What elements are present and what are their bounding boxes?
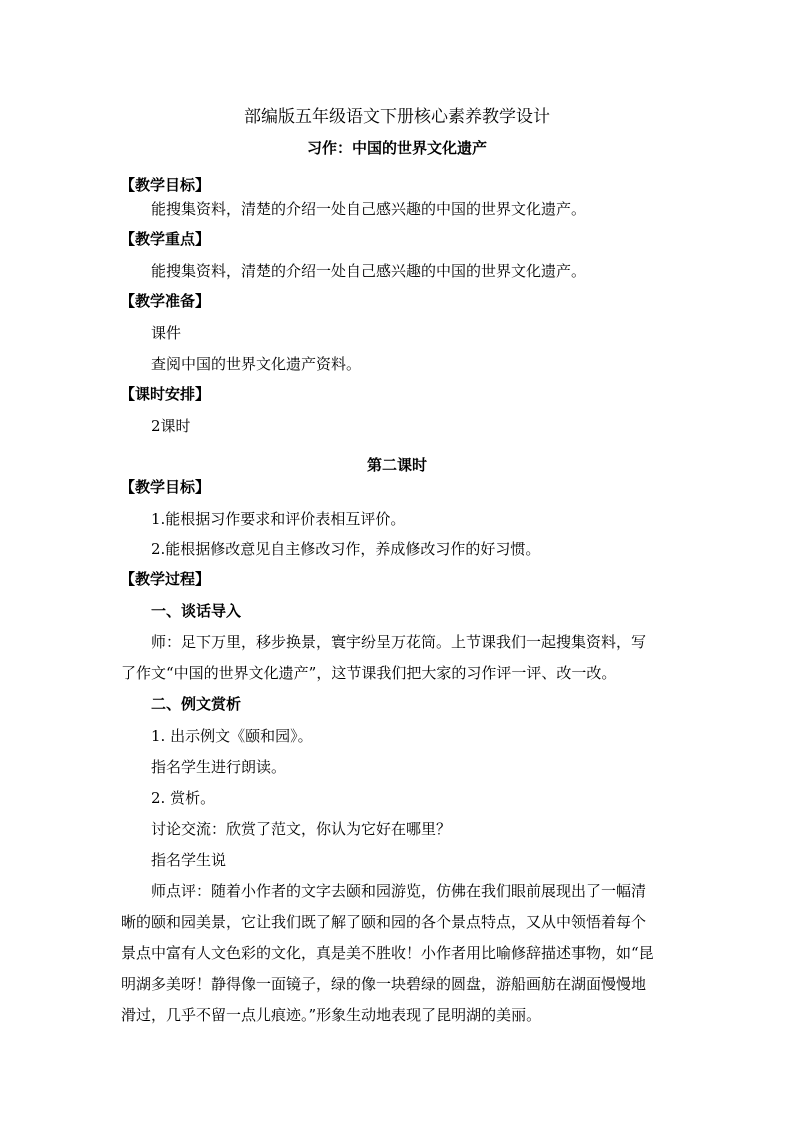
paragraph-line: 了作文“中国的世界文化遗产”，这节课我们把大家的习作评一评、改一改。 <box>121 664 617 682</box>
paragraph-line: 晰的颐和园美景，它让我们既了解了颐和园的各个景点特点，又从中领悟着每个 <box>121 913 647 931</box>
process-part-title: 一、谈话导入 <box>151 602 242 620</box>
schedule-text: 2课时 <box>151 417 191 435</box>
lesson-objective-item: 2.能根据修改意见自主修改习作，养成修改习作的好习惯。 <box>151 540 541 558</box>
document-title: 部编版五年级语文下册核心素养教学设计 <box>244 107 550 127</box>
lesson-objective-item: 1.能根据习作要求和评价表相互评价。 <box>151 510 406 528</box>
paragraph-line: 景点中富有人文色彩的文化，真是美不胜收！小作者用比喻修辞描述事物，如“昆 <box>121 944 654 962</box>
preparation-item: 查阅中国的世界文化遗产资料。 <box>151 355 362 373</box>
paragraph-line: 2. 赏析。 <box>151 789 216 807</box>
section-heading-key-points: 【教学重点】 <box>120 230 211 248</box>
paragraph-line: 指名学生说 <box>151 851 227 869</box>
process-part-title: 二、例文赏析 <box>151 695 242 713</box>
document-subtitle: 习作：中国的世界文化遗产 <box>306 139 487 157</box>
paragraph-line: 滑过，几乎不留一点儿痕迹。”形象生动地表现了昆明湖的美丽。 <box>121 1006 542 1024</box>
lesson-title: 第二课时 <box>366 456 427 474</box>
lesson-objectives-heading: 【教学目标】 <box>120 478 211 496</box>
preparation-item: 课件 <box>151 324 182 342</box>
paragraph-line: 1. 出示例文《颐和园》。 <box>151 727 313 745</box>
paragraph-line: 明湖多美呀！静得像一面镜子，绿的像一块碧绿的圆盘，游船画舫在湖面慢慢地 <box>121 975 647 993</box>
paragraph-line: 指名学生进行朗读。 <box>151 758 287 776</box>
paragraph-line: 师：足下万里，移步换景，寰宇纷呈万花筒。上节课我们一起搜集资料，写 <box>151 633 647 651</box>
paragraph-line: 师点评：随着小作者的文字去颐和园游览，仿佛在我们眼前展现出了一幅清 <box>151 882 647 900</box>
process-heading: 【教学过程】 <box>120 570 211 588</box>
key-points-text: 能搜集资料，清楚的介绍一处自己感兴趣的中国的世界文化遗产。 <box>151 262 587 280</box>
objectives-text: 能搜集资料，清楚的介绍一处自己感兴趣的中国的世界文化遗产。 <box>151 200 587 218</box>
section-heading-preparation: 【教学准备】 <box>120 292 211 310</box>
section-heading-objectives: 【教学目标】 <box>120 176 211 194</box>
section-heading-schedule: 【课时安排】 <box>120 385 211 403</box>
paragraph-line: 讨论交流：欣赏了范文，你认为它好在哪里？ <box>151 820 452 838</box>
